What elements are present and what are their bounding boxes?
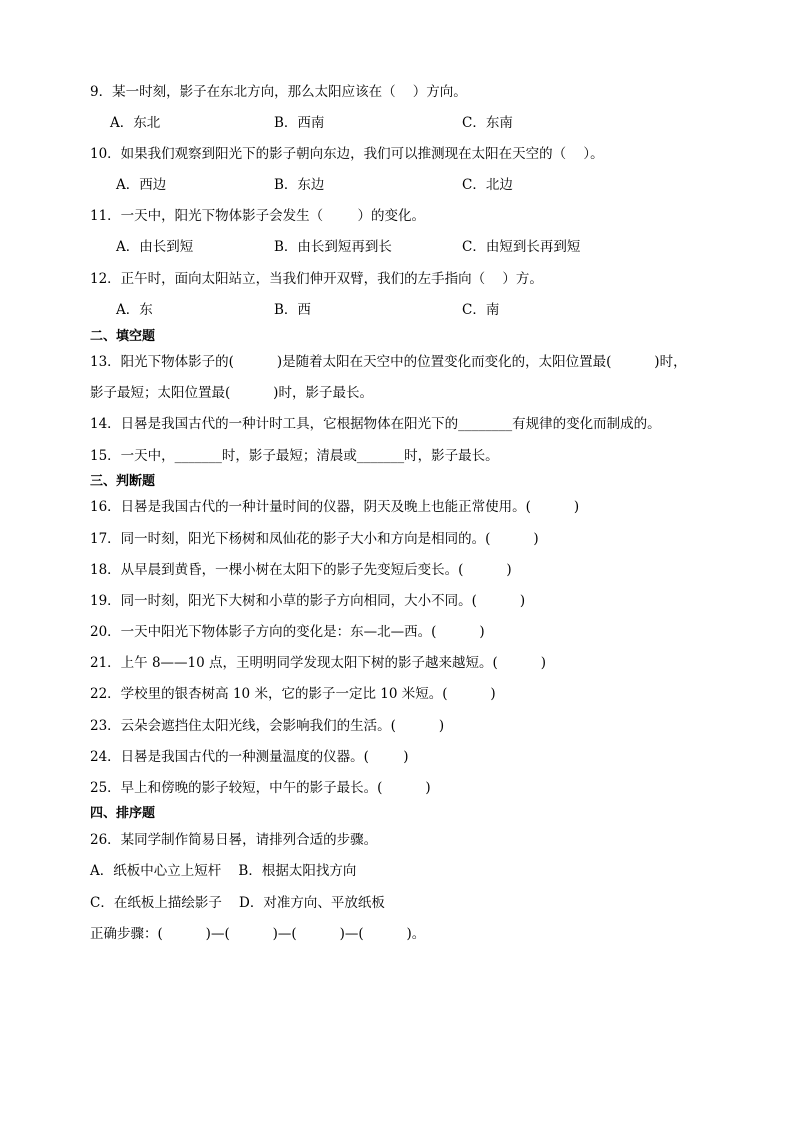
section-heading-fill-blank: 二、填空题 <box>90 329 156 344</box>
question-12: 12．正午时，面向太阳站立，当我们伸开双臂，我们的左手指向（ ）方。 <box>90 271 543 287</box>
question-26: 26．某同学制作简易日晷，请排列合适的步骤。 <box>90 832 378 848</box>
q26-answer-line: 正确步骤：( )—( )—( )—( )。 <box>90 926 426 942</box>
section-heading-true-false: 三、判断题 <box>90 474 156 489</box>
question-21: 21．上午 8——10 点，王明明同学发现太阳下树的影子越来越短。( ) <box>90 655 546 671</box>
q12-option-b: B．西 <box>274 302 311 318</box>
q12-option-c: C．南 <box>462 302 500 318</box>
question-20: 20．一天中阳光下物体影子方向的变化是：东—北—西。( ) <box>90 624 485 640</box>
q12-option-a: A．东 <box>116 302 153 318</box>
q11-option-b: B．由长到短再到长 <box>274 239 392 255</box>
question-22: 22．学校里的银杏树高 10 米，它的影子一定比 10 米短。( ) <box>90 686 496 702</box>
q26-options-cd: C．在纸板上描绘影子 D．对准方向、平放纸板 <box>90 895 385 911</box>
question-18: 18．从早晨到黄昏，一棵小树在太阳下的影子先变短后变长。( ) <box>90 562 512 578</box>
question-9: 9．某一时刻，影子在东北方向，那么太阳应该在（ ）方向。 <box>90 84 467 100</box>
section-heading-ordering: 四、排序题 <box>90 806 156 821</box>
question-19: 19．同一时刻，阳光下大树和小草的影子方向相同，大小不同。( ) <box>90 593 526 609</box>
question-17: 17．同一时刻，阳光下杨树和凤仙花的影子大小和方向是相同的。( ) <box>90 531 539 547</box>
question-10: 10．如果我们观察到阳光下的影子朝向东边，我们可以推测现在太阳在天空的（ ）。 <box>90 146 604 162</box>
question-11: 11．一天中，阳光下物体影子会发生（ ）的变化。 <box>90 208 426 224</box>
question-15: 15．一天中，_______时，影子最短；清晨或_______时，影子最长。 <box>90 448 499 464</box>
question-16: 16．日晷是我国古代的一种计量时间的仪器，阴天及晚上也能正常使用。( ) <box>90 499 580 515</box>
question-23: 23．云朵会遮挡住太阳光线，会影响我们的生活。( ) <box>90 718 445 734</box>
q10-option-c: C．北边 <box>462 177 513 193</box>
question-25: 25．早上和傍晚的影子较短，中午的影子最长。( ) <box>90 780 431 796</box>
q9-option-b: B．西南 <box>274 115 325 131</box>
q26-options-ab: A．纸板中心立上短杆 B．根据太阳找方向 <box>90 863 357 879</box>
q9-option-a: A．东北 <box>110 115 161 131</box>
question-14: 14．日晷是我国古代的一种计时工具，它根据物体在阳光下的________有规律的变化而制成的。 <box>90 416 661 432</box>
q11-option-c: C．由短到长再到短 <box>462 239 581 255</box>
question-13-line1: 13．阳光下物体影子的( )是随着太阳在天空中的位置变化而变化的，太阳位置最( )时， <box>90 354 687 370</box>
question-13-line2: 影子最短；太阳位置最( )时，影子最长。 <box>90 385 373 401</box>
q10-option-b: B．东边 <box>274 177 325 193</box>
q9-option-c: C．东南 <box>462 115 513 131</box>
question-24: 24．日晷是我国古代的一种测量温度的仪器。( ) <box>90 749 409 765</box>
q11-option-a: A．由长到短 <box>116 239 194 255</box>
q10-option-a: A．西边 <box>116 177 167 193</box>
